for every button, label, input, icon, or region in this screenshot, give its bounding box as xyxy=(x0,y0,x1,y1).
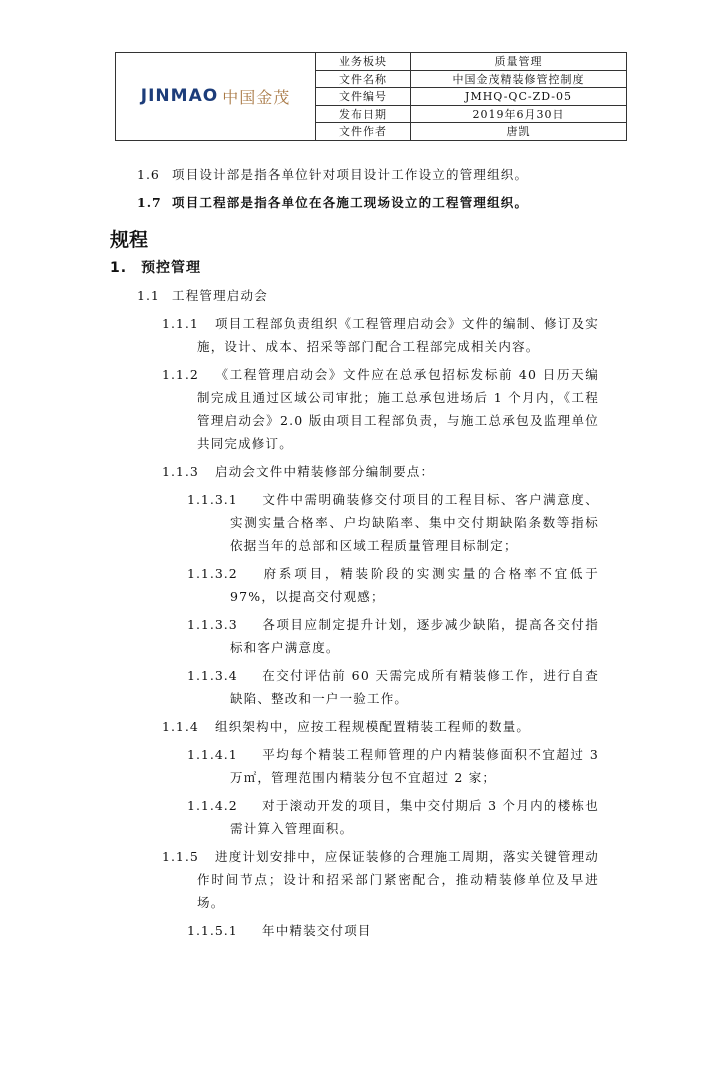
jinmao-logo xyxy=(116,85,315,108)
clause-item xyxy=(137,163,599,186)
label-file-number: 文件编号 xyxy=(316,88,411,106)
clause-text: 项目设计部是指各单位针对项目设计工作设立的管理组织。 xyxy=(172,166,529,182)
clause-text: 组织架构中，应按工程规模配置精装工程师的数量。 xyxy=(215,718,531,734)
clause-text: 在交付评估前 60 天需完成所有精装修工作，进行自查缺陷、整改和一户一验工作。 xyxy=(230,667,599,706)
clause-item xyxy=(187,562,599,608)
clause-number: 1.1.4.2 xyxy=(187,797,238,813)
chapter-heading xyxy=(110,256,724,280)
document-header-table xyxy=(115,52,627,141)
clause-number: 1.1.1 xyxy=(162,315,199,331)
clause-text: 项目工程部负责组织《工程管理启动会》文件的编制、修订及实施，设计、成本、招采等部门配合工程部完成相关内容。 xyxy=(197,315,599,354)
clause-item xyxy=(162,715,599,738)
clause-text: 启动会文件中精装修部分编制要点： xyxy=(215,463,435,479)
clause-text: 《工程管理启动会》文件应在总承包招标发标前 40 日历天编制完成且通过区域公司审批；施工总承包进场后 1 个月内，《工程管理启动会》2.0 版由项目工程部负责，与施工总承包及监理单位共同完成修订。 xyxy=(197,366,599,451)
value-file-name: 中国金茂精装修管控制度 xyxy=(411,70,627,88)
clause-item xyxy=(187,743,599,789)
logo-en: JINMAO xyxy=(140,86,219,107)
logo-cn: 中国金茂 xyxy=(222,87,291,107)
clause-item xyxy=(137,191,599,214)
clause-text: 进度计划安排中，应保证装修的合理施工周期，落实关键管理动作时间节点；设计和招采部门紧密配合，推动精装修单位及早进场。 xyxy=(197,848,599,910)
clause-item xyxy=(187,664,599,710)
clause-number: 1.1 xyxy=(137,287,160,303)
clause-text: 年中精装交付项目 xyxy=(262,922,372,938)
clause-number: 1.1.4.1 xyxy=(187,746,238,762)
clause-item xyxy=(162,845,599,914)
clause-number: 1.1.4 xyxy=(162,718,199,734)
clause-item xyxy=(162,363,599,455)
clause-number: 1.1.2 xyxy=(162,366,199,382)
clause-item xyxy=(137,284,599,307)
clause-number: 1.1.3.4 xyxy=(187,667,238,683)
logo-cell xyxy=(116,53,316,141)
clause-item xyxy=(187,919,599,942)
clause-text: 工程管理启动会 xyxy=(172,287,268,303)
value-business: 质量管理 xyxy=(411,53,627,71)
label-file-name: 文件名称 xyxy=(316,70,411,88)
clause-number: 1.1.3 xyxy=(162,463,199,479)
clause-list-intro xyxy=(0,163,724,214)
clause-text: 各项目应制定提升计划，逐步减少缺陷，提高各交付指标和客户满意度。 xyxy=(230,616,599,655)
clause-number: 1.1.3.2 xyxy=(187,565,238,581)
clause-item xyxy=(187,794,599,840)
clause-text: 府系项目，精装阶段的实测实量的合格率不宜低于 97%，以提高交付观感； xyxy=(230,565,599,604)
clause-number: 1.1.5.1 xyxy=(187,922,238,938)
value-author: 唐凯 xyxy=(411,123,627,141)
clause-number: 1.1.5 xyxy=(162,848,199,864)
chapter-number: 1. xyxy=(110,259,128,276)
section-title: 规程 xyxy=(110,228,149,251)
value-file-number: JMHQ-QC-ZD-05 xyxy=(411,88,627,106)
clause-number: 1.7 xyxy=(137,194,162,210)
value-publish-date: 2019年6月30日 xyxy=(411,105,627,123)
clause-text: 平均每个精装工程师管理的户内精装修面积不宜超过 3 万㎡，管理范围内精装分包不宜超过 2 家； xyxy=(230,746,599,785)
clause-text: 项目工程部是指各单位在各施工现场设立的工程管理组织。 xyxy=(172,194,529,210)
clause-item xyxy=(187,613,599,659)
chapter-title: 预控管理 xyxy=(141,259,202,276)
label-author: 文件作者 xyxy=(316,123,411,141)
clause-item xyxy=(162,460,599,483)
clause-number: 1.1.3.1 xyxy=(187,491,238,507)
clause-list xyxy=(0,284,724,942)
clause-item xyxy=(162,312,599,358)
clause-number: 1.1.3.3 xyxy=(187,616,238,632)
clause-text: 对于滚动开发的项目，集中交付期后 3 个月内的楼栋也需计算入管理面积。 xyxy=(230,797,599,836)
clause-text: 文件中需明确装修交付项目的工程目标、客户满意度、实测实量合格率、户均缺陷率、集中交付期缺陷条数等指标依据当年的总部和区域工程质量管理目标制定； xyxy=(230,491,599,553)
clause-item xyxy=(187,488,599,557)
clause-number: 1.6 xyxy=(137,166,160,182)
label-business: 业务板块 xyxy=(316,53,411,71)
document-body xyxy=(0,141,724,942)
label-publish-date: 发布日期 xyxy=(316,105,411,123)
